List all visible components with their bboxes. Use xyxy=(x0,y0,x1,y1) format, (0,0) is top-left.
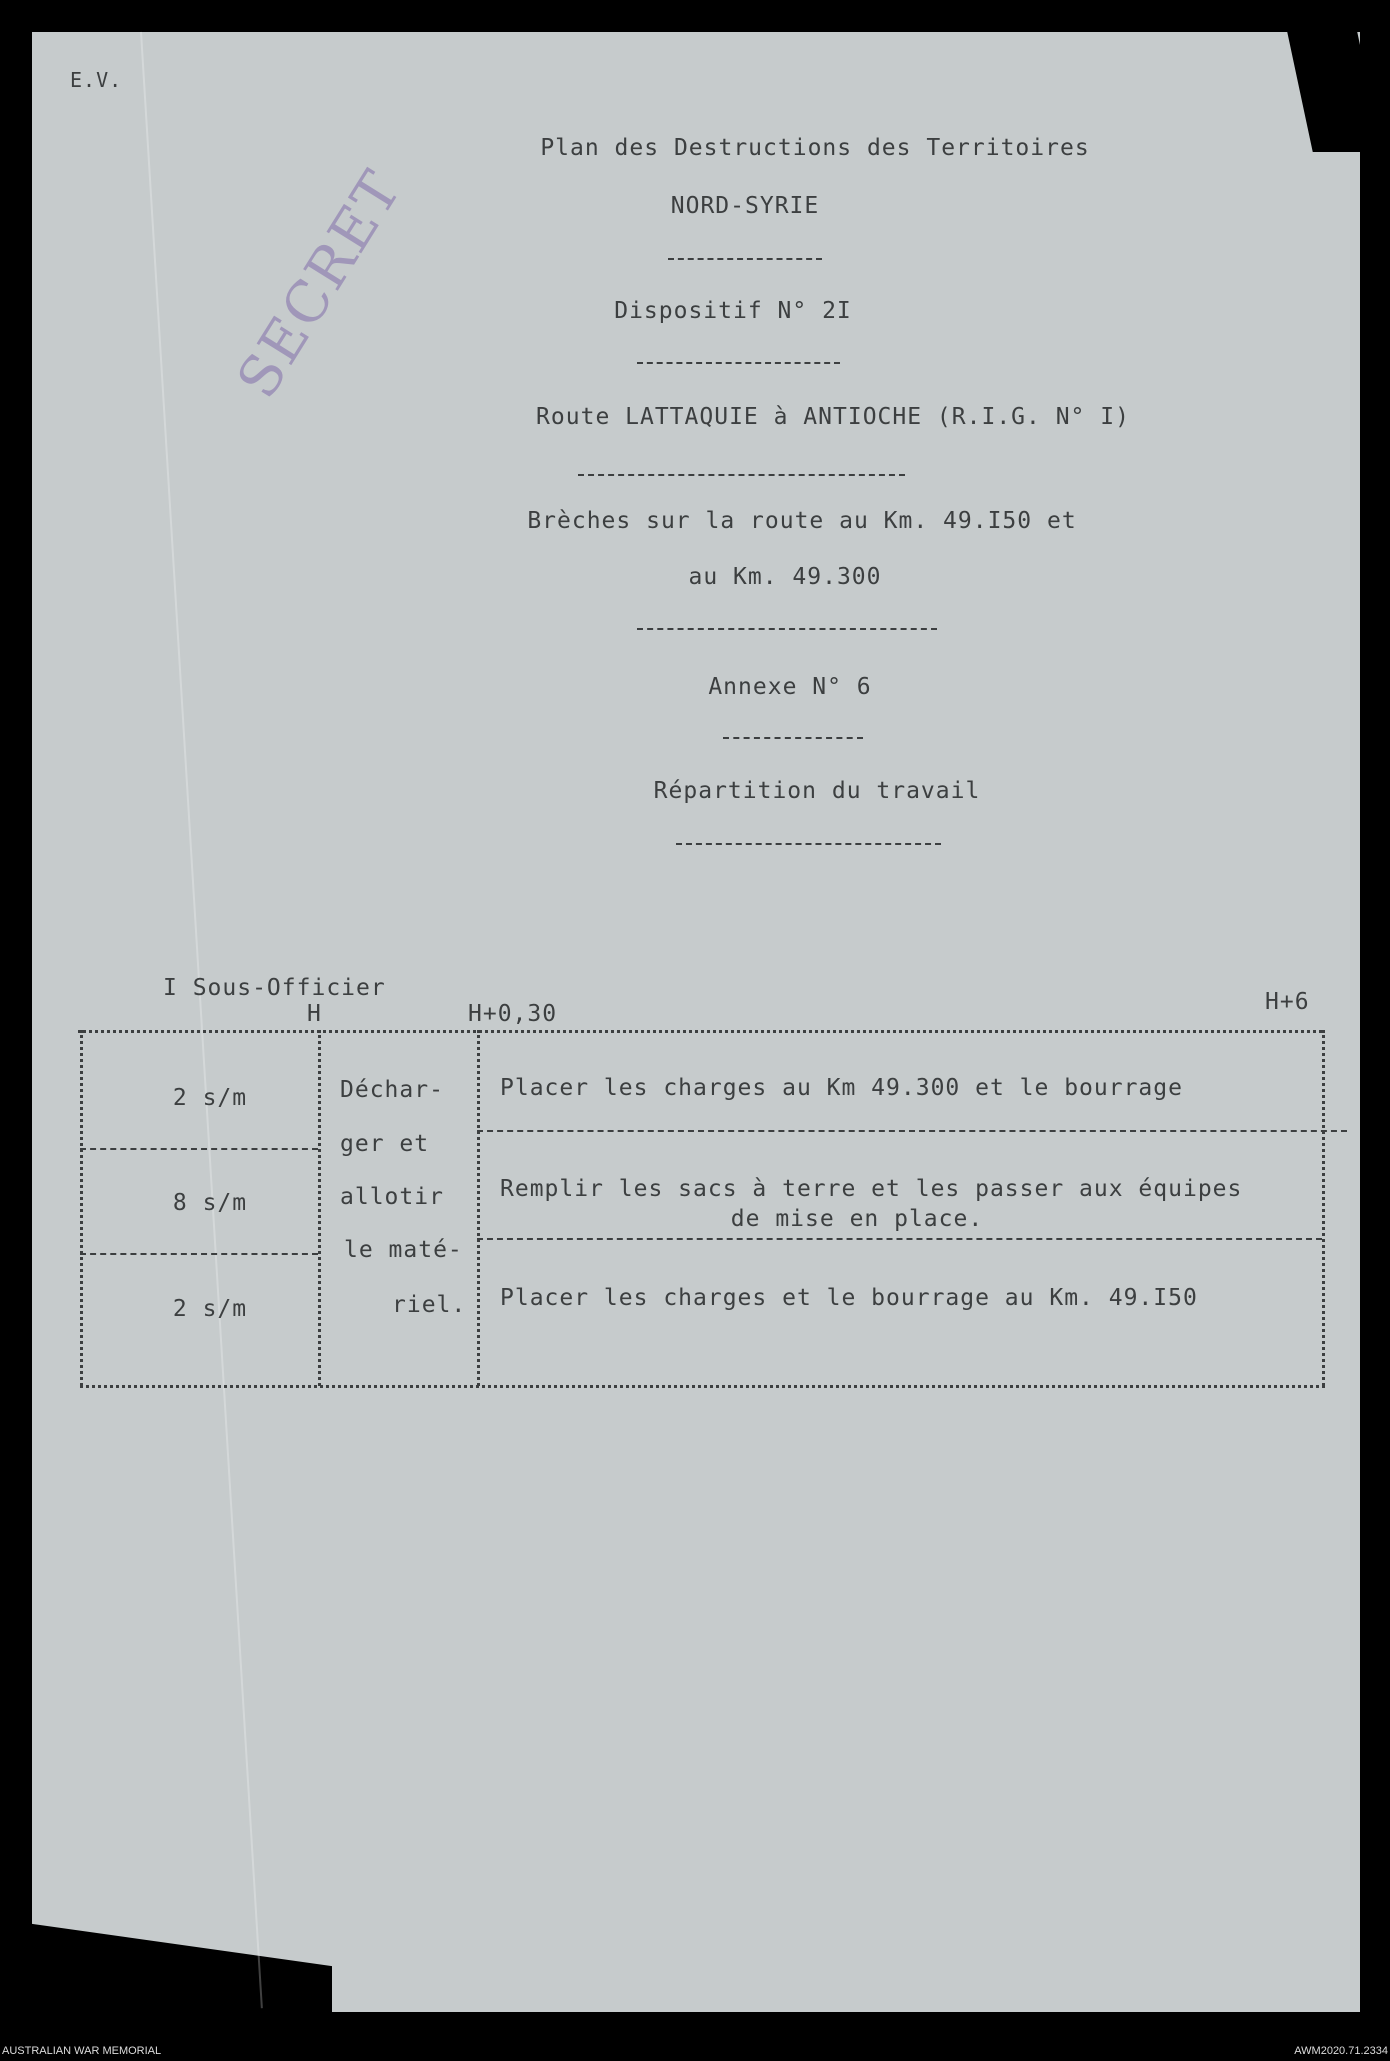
route-label: Route LATTAQUIE à ANTIOCHE (R.I.G. N° I) xyxy=(536,404,1130,430)
time-h030-label: H+0,30 xyxy=(468,1001,558,1027)
row-separator xyxy=(80,1253,318,1255)
row-2-task-continued: de mise en place. xyxy=(730,1206,984,1232)
secret-stamp: SECRET xyxy=(225,159,415,410)
table-bottom-border xyxy=(80,1385,1325,1388)
table-divider-h xyxy=(318,1030,321,1386)
separator-rule xyxy=(723,737,863,739)
separator-rule xyxy=(676,843,941,845)
unload-task-line-4: le maté- xyxy=(344,1237,463,1263)
document-ref: E.V. xyxy=(70,68,123,92)
breaches-line-2: au Km. 49.300 xyxy=(688,564,882,590)
row-3-task: Placer les charges et le bourrage au Km. 49.I50 xyxy=(500,1285,1198,1311)
table-divider-h030 xyxy=(477,1030,480,1386)
unload-task-line-2: ger et xyxy=(340,1131,430,1157)
leader-label: I Sous-Officier xyxy=(163,975,386,1001)
time-h6-label: H+6 xyxy=(1265,989,1310,1015)
time-h-label: H xyxy=(307,1001,322,1027)
row-1-task: Placer les charges au Km 49.300 et le bourrage xyxy=(500,1075,1183,1101)
region-title: NORD-SYRIE xyxy=(670,193,820,219)
footer-institution: AUSTRALIAN WAR MEMORIAL xyxy=(2,2045,162,2057)
section-title: Répartition du travail xyxy=(653,778,981,804)
document-page xyxy=(32,32,1360,2012)
document-title: Plan des Destructions des Territoires xyxy=(540,135,1090,161)
row-2-men: 8 s/m xyxy=(172,1190,248,1216)
unload-task-line-1: Déchar- xyxy=(340,1077,444,1103)
breaches-line-1: Brèches sur la route au Km. 49.I50 et xyxy=(527,508,1077,534)
table-left-border xyxy=(80,1030,83,1386)
separator-rule xyxy=(668,258,822,260)
row-3-men: 2 s/m xyxy=(172,1296,248,1322)
row-separator xyxy=(80,1148,318,1150)
unload-task-line-5: riel. xyxy=(392,1292,467,1318)
table-right-border xyxy=(1322,1030,1325,1386)
dispositif-label: Dispositif N° 2I xyxy=(614,298,852,324)
separator-rule xyxy=(637,362,840,364)
row-2-task: Remplir les sacs à terre et les passer aux équipes xyxy=(500,1176,1243,1202)
table-top-border xyxy=(78,1030,1322,1033)
annexe-label: Annexe N° 6 xyxy=(708,674,872,700)
separator-rule xyxy=(578,474,905,476)
row-separator xyxy=(477,1130,1347,1132)
row-separator xyxy=(477,1238,1322,1240)
row-1-men: 2 s/m xyxy=(172,1085,248,1111)
footer-accession: AWM2020.71.2334 xyxy=(1294,2045,1388,2057)
unload-task-line-3: allotir xyxy=(340,1184,444,1210)
separator-rule xyxy=(637,628,937,630)
